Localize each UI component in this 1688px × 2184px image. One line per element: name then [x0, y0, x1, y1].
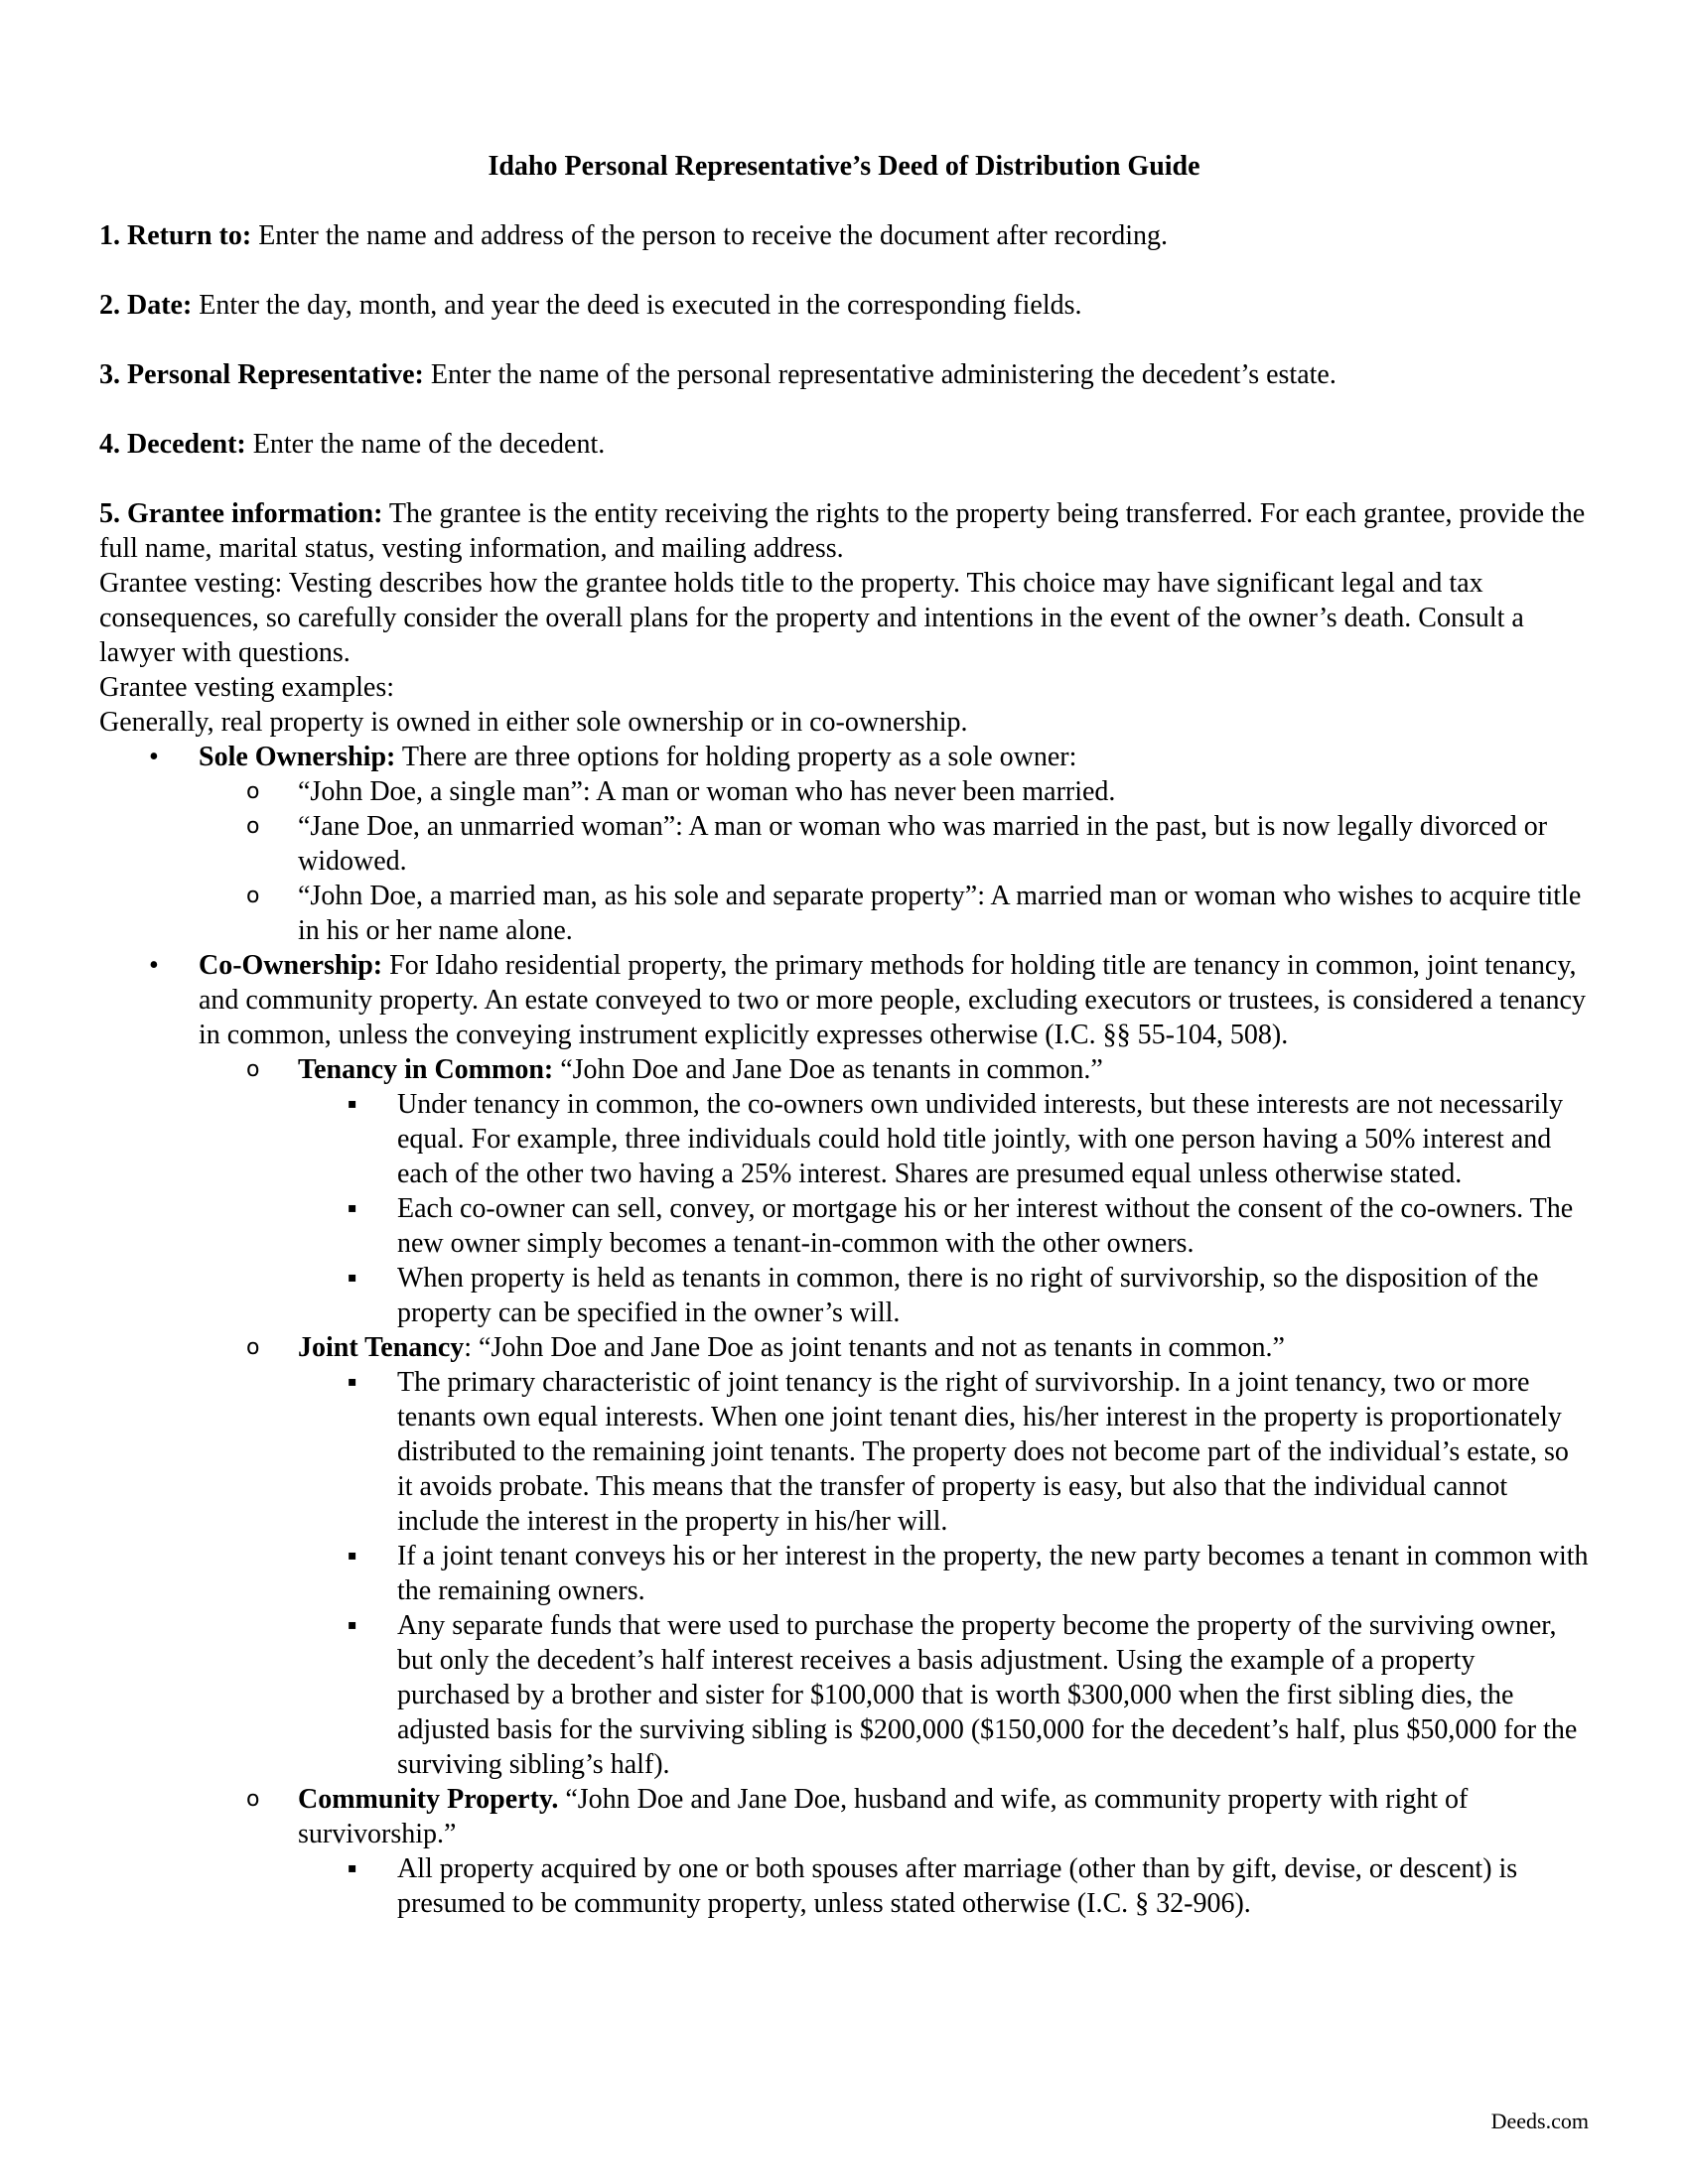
item-label: 1. Return to: [99, 220, 252, 251]
community-property-text: “John Doe and Jane Doe, husband and wife, as community property with right of survivorship.” [298, 1784, 1469, 1849]
list-item-community-property [199, 1782, 1589, 1921]
item-text: Enter the name of the personal representative administering the decedent’s estate. [423, 359, 1336, 390]
item-personal-representative [99, 357, 1589, 392]
point-text: The primary characteristic of joint tenancy is the right of survivorship. In a joint tenancy, two or more tenants own equal interests. When one joint tenant dies, his/her interest in the property is proportionately distributed to the remaining joint tenants. The property does not become part of the individual’s estate, so it avoids probate. This means that the transfer of property is easy, but also that the individual cannot include the interest in the property in his/her will. [397, 1367, 1569, 1537]
square-marker: ▪ [348, 1096, 357, 1112]
item-label: 5. Grantee information: [99, 498, 383, 529]
item-label: 2. Date: [99, 290, 193, 321]
list-item [298, 1191, 1589, 1261]
sole-option-text: “John Doe, a single man”: A man or woman who has never been married. [298, 776, 1116, 807]
vesting-examples-label: Grantee vesting examples: [99, 672, 395, 703]
bullet-marker: • [149, 742, 159, 772]
joint-tenancy-text: : “John Doe and Jane Doe as joint tenants and not as tenants in common.” [464, 1332, 1285, 1363]
circle-marker: o [246, 779, 260, 804]
list-item [298, 1539, 1589, 1608]
list-item [199, 809, 1589, 879]
list-item-joint-tenancy [199, 1330, 1589, 1782]
list-item [298, 1087, 1589, 1191]
footer-brand: Deeds.com [1490, 2109, 1589, 2133]
sole-option-text: “Jane Doe, an unmarried woman”: A man or woman who was married in the past, but is now legally divorced or widowed. [298, 811, 1548, 877]
item-text: The grantee is the entity receiving the rights to the property being transferred. For each grantee, provide the full name, marital status, vesting information, and mailing address. [99, 498, 1586, 564]
tenancy-in-common-label: Tenancy in Common: [298, 1054, 554, 1085]
circle-marker: o [246, 1335, 260, 1360]
square-marker: ▪ [348, 1200, 357, 1216]
circle-marker: o [246, 814, 260, 839]
co-ownership-text: For Idaho residential property, the primary methods for holding title are tenancy in common, joint tenancy, and community property. An estate conveyed to two or more people, excluding executors or trustees, is considered a tenancy in common, unless the conveying instrument explicitly expresses otherwise (I.C. §§ 55-104, 508). [199, 950, 1586, 1050]
joint-tenancy-label: Joint Tenancy [298, 1332, 465, 1363]
sole-ownership-text: There are three options for holding property as a sole owner: [395, 742, 1077, 772]
point-text: All property acquired by one or both spouses after marriage (other than by gift, devise, or descent) is presumed to be community property, unless stated otherwise (I.C. § 32-906). [397, 1853, 1518, 1919]
document-title: Idaho Personal Representative’s Deed of Distribution Guide [488, 151, 1200, 182]
item-decedent [99, 427, 1589, 462]
point-text: If a joint tenant conveys his or her interest in the property, the new party becomes a tenant in common with the remaining owners. [397, 1541, 1589, 1606]
circle-marker: o [246, 1057, 260, 1082]
list-item [298, 1851, 1589, 1921]
circle-marker: o [246, 884, 260, 908]
point-text: Each co-owner can sell, convey, or mortgage his or her interest without the consent of the co-owners. The new owner simply becomes a tenant-in-common with the other owners. [397, 1193, 1574, 1259]
item-label: 3. Personal Representative: [99, 359, 424, 390]
community-property-label: Community Property. [298, 1784, 559, 1815]
community-property-points [298, 1851, 1589, 1921]
vesting-paragraph: Grantee vesting: Vesting describes how the grantee holds title to the property. This choice may have significant legal and tax consequences, so carefully consider the overall plans for the property and intentions in the event of the owner’s death. Consult a lawyer with questions. [99, 568, 1524, 668]
co-ownership-types-list [199, 1052, 1589, 1921]
tenancy-in-common-points [298, 1087, 1589, 1330]
tenancy-in-common-text: “John Doe and Jane Doe as tenants in common.” [553, 1054, 1103, 1085]
item-return-to [99, 218, 1589, 253]
square-marker: ▪ [348, 1270, 357, 1286]
point-text: When property is held as tenants in common, there is no right of survivorship, so the disposition of the property can be specified in the owner’s will. [397, 1263, 1539, 1328]
list-item [298, 1365, 1589, 1539]
sole-option-text: “John Doe, a married man, as his sole and separate property”: A married man or woman who wishes to acquire title in his or her name alone. [298, 881, 1582, 946]
ownership-list [99, 740, 1589, 1921]
sole-ownership-label: Sole Ownership: [199, 742, 396, 772]
list-item-sole-ownership [99, 740, 1589, 948]
joint-tenancy-points [298, 1365, 1589, 1782]
square-marker: ▪ [348, 1860, 357, 1876]
list-item-tenancy-in-common [199, 1052, 1589, 1330]
circle-marker: o [246, 1787, 260, 1812]
square-marker: ▪ [348, 1374, 357, 1390]
item-grantee-information [99, 496, 1589, 566]
sole-options-list [199, 774, 1589, 948]
document-body [99, 149, 1589, 1921]
bullet-marker: • [149, 950, 159, 981]
list-item-co-ownership [99, 948, 1589, 1921]
list-item [199, 879, 1589, 948]
square-marker: ▪ [348, 1548, 357, 1564]
list-item [298, 1261, 1589, 1330]
item-text: Enter the name of the decedent. [245, 429, 606, 460]
list-item [298, 1608, 1589, 1782]
square-marker: ▪ [348, 1617, 357, 1633]
co-ownership-label: Co-Ownership: [199, 950, 383, 981]
point-text: Under tenancy in common, the co-owners own undivided interests, but these interests are not necessarily equal. For example, three individuals could hold title jointly, with one person having a 50% interest and each of the other two having a 25% interest. Shares are presumed equal unless otherwise stated. [397, 1089, 1564, 1189]
item-text: Enter the name and address of the person to receive the document after recording. [251, 220, 1169, 251]
list-item [199, 774, 1589, 809]
point-text: Any separate funds that were used to purchase the property become the property of the surviving owner, but only the decedent’s half interest receives a basis adjustment. Using the example of a property purchased by a brother and sister for $100,000 that is worth $300,000 when the first sibling dies, the adjusted basis for the surviving sibling is $200,000 ($150,000 for the decedent’s half, plus $50,000 for the surviving sibling’s half). [397, 1610, 1578, 1780]
item-date [99, 288, 1589, 323]
item-label: 4. Decedent: [99, 429, 246, 460]
general-ownership-line: Generally, real property is owned in either sole ownership or in co-ownership. [99, 707, 968, 738]
item-text: Enter the day, month, and year the deed is executed in the corresponding fields. [192, 290, 1082, 321]
